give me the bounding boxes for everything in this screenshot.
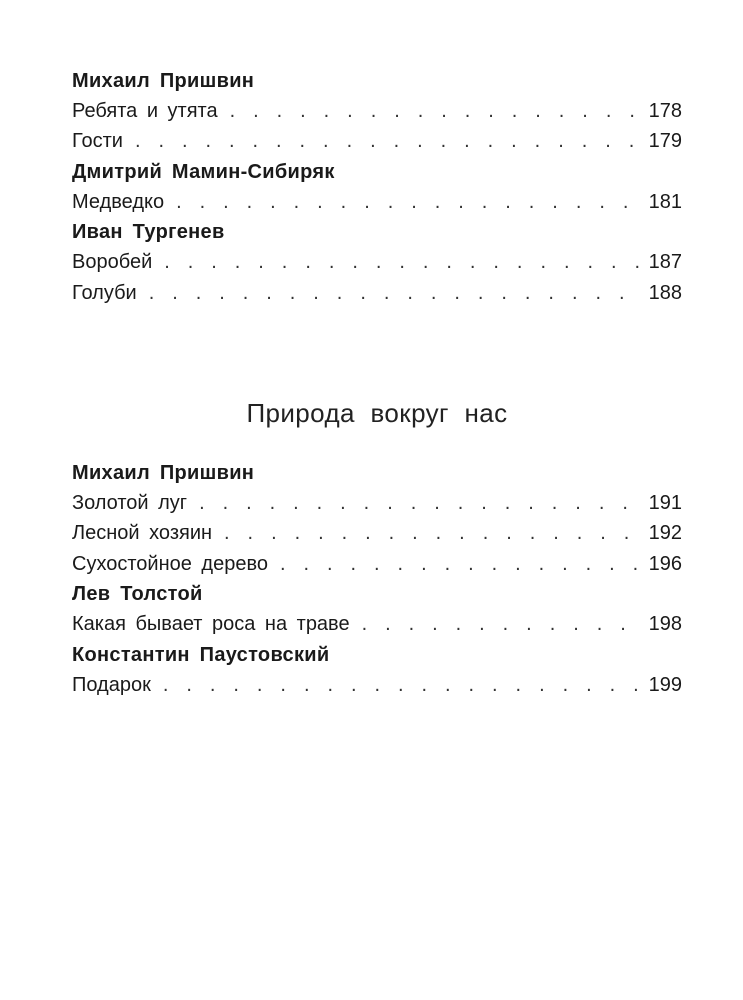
entry-page-number: 188 bbox=[648, 281, 682, 304]
author-heading: Михаил Пришвин bbox=[72, 462, 255, 484]
entry-page-number: 178 bbox=[648, 100, 682, 122]
author-heading: Иван Тургенев bbox=[72, 221, 225, 244]
entry-title: Подарок bbox=[72, 673, 151, 696]
toc-entry[interactable] bbox=[72, 609, 682, 639]
dot-leader bbox=[149, 278, 639, 308]
entry-title: Гости bbox=[72, 130, 123, 153]
section-heading: Природа вокруг нас bbox=[246, 398, 508, 428]
entry-page-number: 196 bbox=[648, 552, 682, 575]
entry-page-number: 179 bbox=[648, 130, 682, 153]
entry-page-number: 199 bbox=[648, 673, 682, 696]
dot-leader bbox=[224, 518, 639, 548]
toc-entry[interactable] bbox=[72, 247, 682, 277]
entry-page-number: 198 bbox=[648, 613, 682, 636]
author-heading: Лев Толстой bbox=[72, 583, 203, 606]
entry-title: Сухостойное дерево bbox=[72, 552, 268, 575]
dot-leader bbox=[164, 247, 638, 277]
toc-entry[interactable] bbox=[72, 518, 682, 548]
entry-title: Какая бывает роса на траве bbox=[72, 613, 350, 636]
toc-entry[interactable] bbox=[72, 549, 682, 579]
toc-entry[interactable] bbox=[72, 96, 682, 126]
table-of-contents-page bbox=[72, 0, 682, 1000]
entry-page-number: 187 bbox=[648, 251, 682, 274]
dot-leader bbox=[362, 609, 639, 639]
toc-entry[interactable] bbox=[72, 278, 682, 308]
entry-title: Ребята и утята bbox=[72, 100, 218, 122]
toc-entry[interactable] bbox=[72, 670, 682, 700]
dot-leader bbox=[199, 488, 639, 518]
entry-title: Воробей bbox=[72, 251, 153, 274]
entry-title: Голуби bbox=[72, 281, 137, 304]
toc-section-2 bbox=[72, 458, 682, 700]
author-heading: Константин Паустовский bbox=[72, 643, 330, 666]
entry-page-number: 181 bbox=[648, 190, 682, 213]
author-heading: Михаил Пришвин bbox=[72, 70, 255, 92]
entry-page-number: 191 bbox=[648, 492, 682, 514]
toc-section-1 bbox=[72, 66, 682, 308]
dot-leader bbox=[230, 96, 639, 126]
dot-leader bbox=[280, 549, 639, 579]
toc-entry[interactable] bbox=[72, 488, 682, 518]
dot-leader bbox=[163, 670, 639, 700]
entry-page-number: 192 bbox=[648, 522, 682, 545]
dot-leader bbox=[176, 187, 639, 217]
author-heading: Дмитрий Мамин-Сибиряк bbox=[72, 160, 335, 183]
entry-title: Золотой луг bbox=[72, 492, 188, 514]
toc-entry[interactable] bbox=[72, 126, 682, 156]
entry-title: Лесной хозяин bbox=[72, 522, 213, 545]
dot-leader bbox=[135, 126, 639, 156]
toc-entry[interactable] bbox=[72, 187, 682, 217]
entry-title: Медведко bbox=[72, 190, 165, 213]
